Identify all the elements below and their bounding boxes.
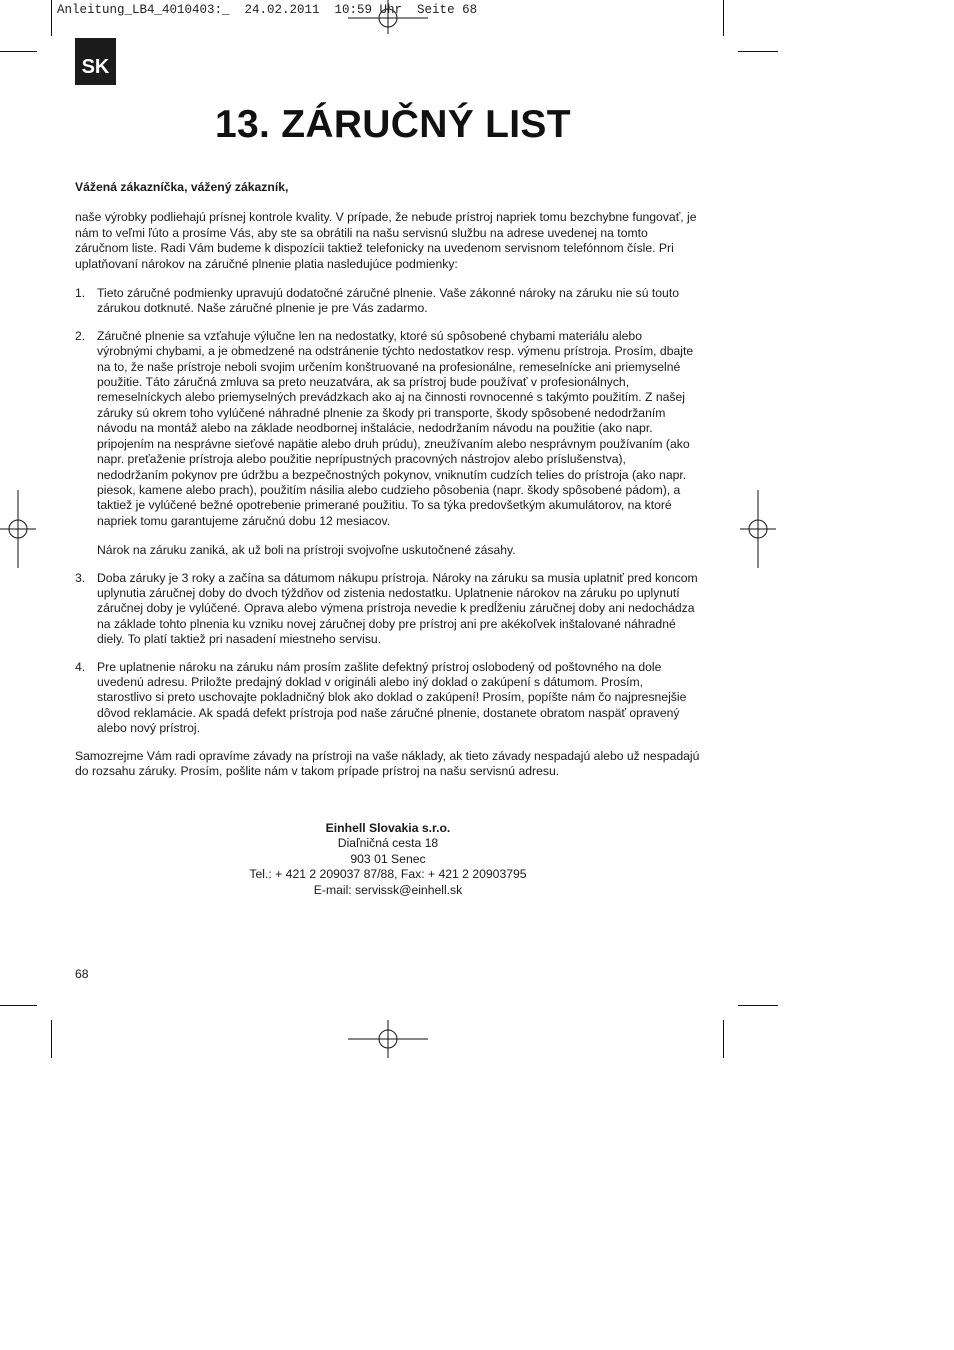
company-city: 903 01 Senec <box>350 851 426 866</box>
item-body <box>97 286 700 317</box>
registration-mark-right <box>740 490 776 568</box>
crop-mark <box>0 51 37 52</box>
item-body <box>97 571 700 648</box>
crop-mark <box>738 51 778 52</box>
crop-mark <box>723 0 724 36</box>
item-number: 1. <box>75 286 86 301</box>
item-paragraph: Záručné plnenie sa vzťahuje výlučne len na nedostatky, ktoré sú spôsobené chybami materiálu alebo výrobnými chybami, a je obmedzené na odstránenie týchto nedostatkov resp. výmenu prístroja. Prosím, dbajte na to, že naše prístroje neboli svojim určením konštruované na profesionálne, remeselnícke ani priemyselné použitie. Táto záručná zmluva sa preto neuzatvára, ak sa prístroj bude používať v profesionálnych, remeselníckych alebo priemyselných prevádzkach ako aj na činnosti rovnocenné s takýmto použitím. Z našej záruky sú okrem toho vylúčené náhradné plnenie za škody pri transporte, škody spôsobené nedodržaním návodu na montáž alebo na základe neodbornej inštalácie, nedodržaním návodu na použitie (ako napr. pripojením na nesprávne sieťové napätie alebo druh prúdu), zneužívaním alebo nesprávnym používaním (ako napr. preťaženie prístroja alebo použitie neprípustných pracovných nástrojov alebo príslušenstva), nedodržaním pokynov pre údržbu a bezpečnostných pokynov, vniknutím cudzích telies do prístroja (ako napr. piesok, kamene alebo prach), použitím násilia alebo cudzieho pôsobenia (napr. škody spôsobené pádom), a taktiež je vylúčené bežné opotrebenie primerané použitiu. To sa týka predovšetkým akumulátorov, na ktoré napriek tomu garantujeme záručnú dobu 12 mesiacov. <box>97 328 694 528</box>
salutation: Vážená zákazníčka, vážený zákazník, <box>75 180 289 194</box>
page-number: 68 <box>75 967 89 981</box>
registration-mark-bottom <box>348 1020 428 1058</box>
condition-item-4 <box>75 660 700 737</box>
print-header: Anleitung_LB4_4010403:_ 24.02.2011 10:59 Uhr Seite 68 <box>57 3 478 17</box>
item-number: 4. <box>75 659 86 674</box>
item-number: 3. <box>75 570 86 585</box>
company-phone: Tel.: + 421 2 209037 87/88, Fax: + 421 2 20903795 <box>249 867 527 882</box>
condition-item-1 <box>75 286 700 317</box>
registration-mark-left <box>0 490 36 568</box>
company-address <box>238 821 538 898</box>
company-street: Diaľničná cesta 18 <box>337 836 439 851</box>
crop-mark <box>723 1020 724 1058</box>
item-body <box>97 329 700 559</box>
crop-mark <box>51 0 52 36</box>
condition-item-3 <box>75 571 700 648</box>
condition-item-2 <box>75 329 700 559</box>
closing-paragraph: Samozrejme Vám radi opravíme závady na prístroji na vaše náklady, ak tieto závady nespadajú alebo už nespadajú do rozsahu záruky. Prosím, pošlite nám v takom prípade prístroj na našu servisnú adresu. <box>75 748 700 778</box>
item-paragraph: Nárok na záruku zaniká, ak už boli na prístroji svojvoľne uskutočnené zásahy. <box>97 543 516 558</box>
crop-mark <box>0 1005 37 1006</box>
crop-mark <box>51 1020 52 1058</box>
item-paragraph: Doba záruky je 3 roky a začína sa dátumom nákupu prístroja. Nároky na záruku sa musia uplatniť pred koncom uplynutia záručnej doby do dvoch týždňov od zistenia nedostatku. Uplatnenie nárokov na záruku po uplynutí záručnej doby je vylúčené. Oprava alebo výmena prístroja nevedie k predĺženiu záručnej doby ani nedochádza na základe tohto plnenia ku vzniku novej záručnej doby pre prístroj ani pre akékoľvek inštalované náhradné diely. To platí taktiež pri nasadení miestneho servisu. <box>97 570 698 647</box>
crop-mark <box>738 1005 778 1006</box>
item-paragraph: Pre uplatnenie nároku na záruku nám prosím zašlite defektný prístroj oslobodený od poštovného na dole uvedenú adresu. Priložte predajný doklad v origináli alebo iný doklad o zakúpení s dátumom. Prosím, starostlivo si preto uschovajte pokladničný blok ako doklad o zakúpení! Prosím, popíšte nám čo najpresnejšie dôvod reklamácie. Ak spadá defekt prístroja pod naše záručné plnenie, dostanete obratom naspäť opravený alebo nový prístroj. <box>97 659 687 736</box>
page-title: 13. ZÁRUČNÝ LIST <box>215 103 571 146</box>
company-email: E-mail: servissk@einhell.sk <box>313 882 463 897</box>
item-body <box>97 660 700 737</box>
language-badge: SK <box>75 38 116 85</box>
company-name: Einhell Slovakia s.r.o. <box>325 821 451 835</box>
warranty-body <box>75 180 700 779</box>
intro-paragraph: naše výrobky podliehajú prísnej kontrole kvality. V prípade, že nebude prístroj napriek tomu bezchybne fungovať, je nám to veľmi ľúto a prosíme Vás, aby ste sa obrátili na našu servisnú službu na adrese uvedenej na tomto záručnom liste. Radi Vám budeme k dispozícii taktiež telefonicky na uvedenom servisnom telefónnom čísle. Pri uplatňovaní nárokov na záručné plnenie platia nasledujúce podmienky: <box>75 210 697 271</box>
item-number: 2. <box>75 328 86 343</box>
item-paragraph: Tieto záručné podmienky upravujú dodatočné záručné plnenie. Vaše zákonné nároky na záruku nie sú touto zárukou dotknuté. Naše záručné plnenie je pre Vás zadarmo. <box>97 286 679 316</box>
